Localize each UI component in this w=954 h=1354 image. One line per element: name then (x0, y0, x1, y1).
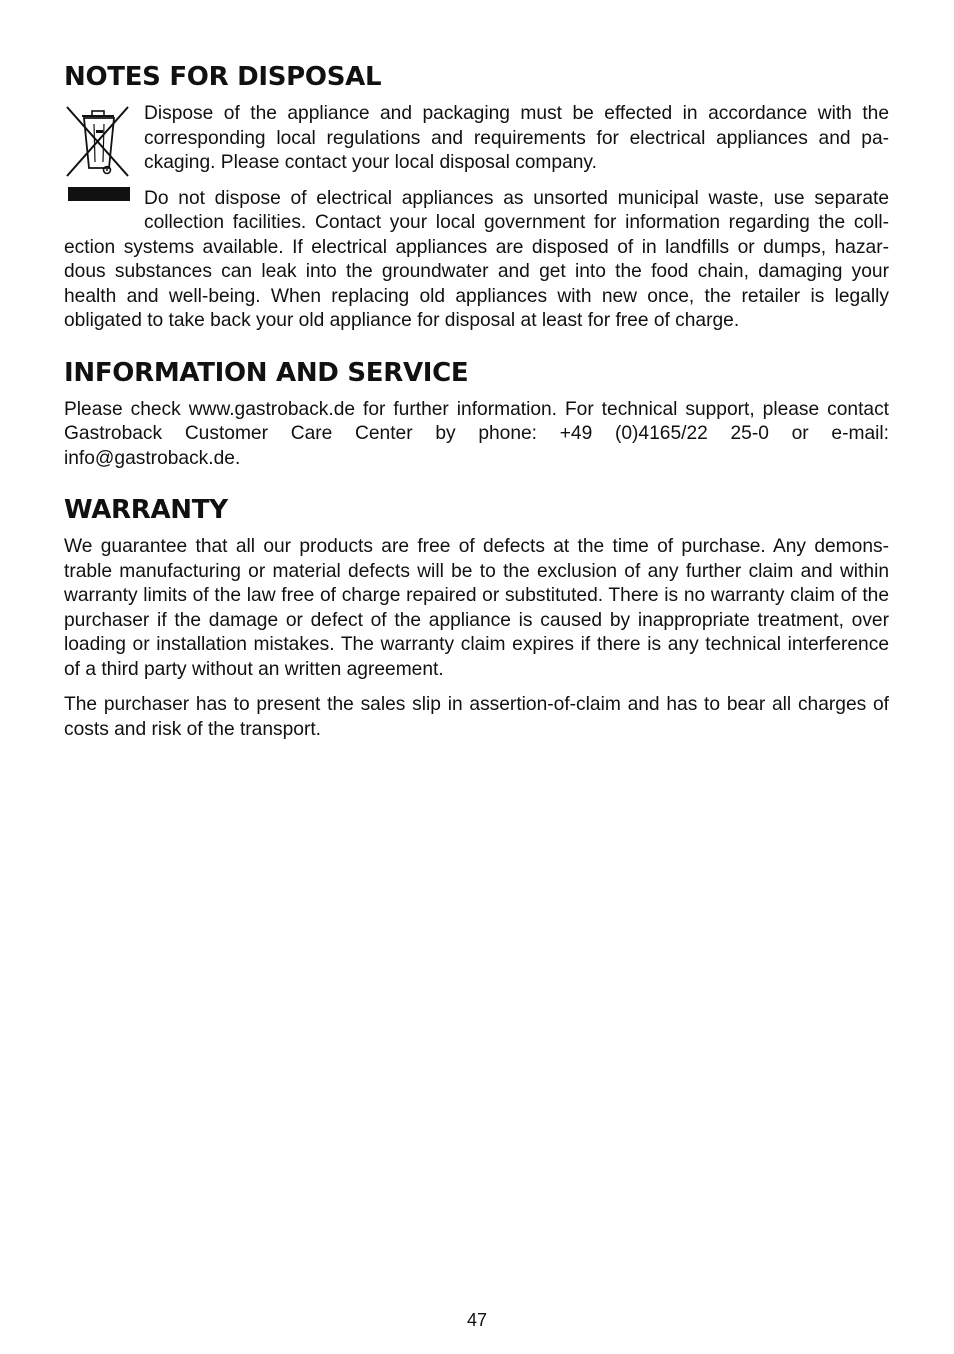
info-service-heading: INFORMATION AND SERVICE (64, 357, 469, 388)
disposal-heading: NOTES FOR DISPOSAL (64, 62, 382, 92)
weee-symbol (64, 102, 144, 230)
warranty-section (64, 491, 889, 742)
disposal-paragraph-2: Do not dispose of electrical appliances as unsorted municipal waste, use separate collection facilities. Contact your local government for information regarding the coll-ection systems available. If electrical appliances are disposed of in landfills or dumps, hazar-dous substances can leak into the groundwater and get into the food chain, damaging your health and well-being. When replacing old appliances with new once, the retailer is legally obligated to take back your old appliance for disposal at least for free of charge. (64, 187, 889, 331)
warranty-paragraph-2: The purchaser has to present the sales slip in assertion-of-claim and has to bear all charges of costs and risk of the transport. (64, 694, 889, 740)
info-service-section (64, 354, 889, 472)
warranty-heading: WARRANTY (64, 495, 228, 525)
disposal-paragraph-1: Dispose of the appliance and packaging must be effected in accordance with the corresponding local regulations and requirements for electrical appliances and pa-ckaging. Please contact your local disposal company. (144, 103, 889, 173)
weee-bar (68, 187, 130, 201)
crossed-out-wheelie-bin-icon (64, 102, 134, 182)
disposal-section (64, 58, 889, 334)
info-service-paragraph: Please check www.gastroback.de for further information. For technical support, please contact Gastroback Customer Care Center by phone: +49 (0)4165/22 25-0 or e-mail: info@gastroback.de. (64, 398, 889, 469)
warranty-paragraph-1: We guarantee that all our products are free of defects at the time of purchase. Any demons-trable manufacturing or material defects will be to the exclusion of any further claim and within warranty limits of the law free of charge repaired or substituted. There is no warranty claim of the purchaser if the damage or defect of the appliance is caused by inappropriate treatment, over loading or installation mistakes. The warranty claim expires if there is any technical interference of a third party without an written agreement. (64, 536, 889, 680)
page-number: 47 (466, 1310, 488, 1330)
document-page (64, 58, 889, 762)
